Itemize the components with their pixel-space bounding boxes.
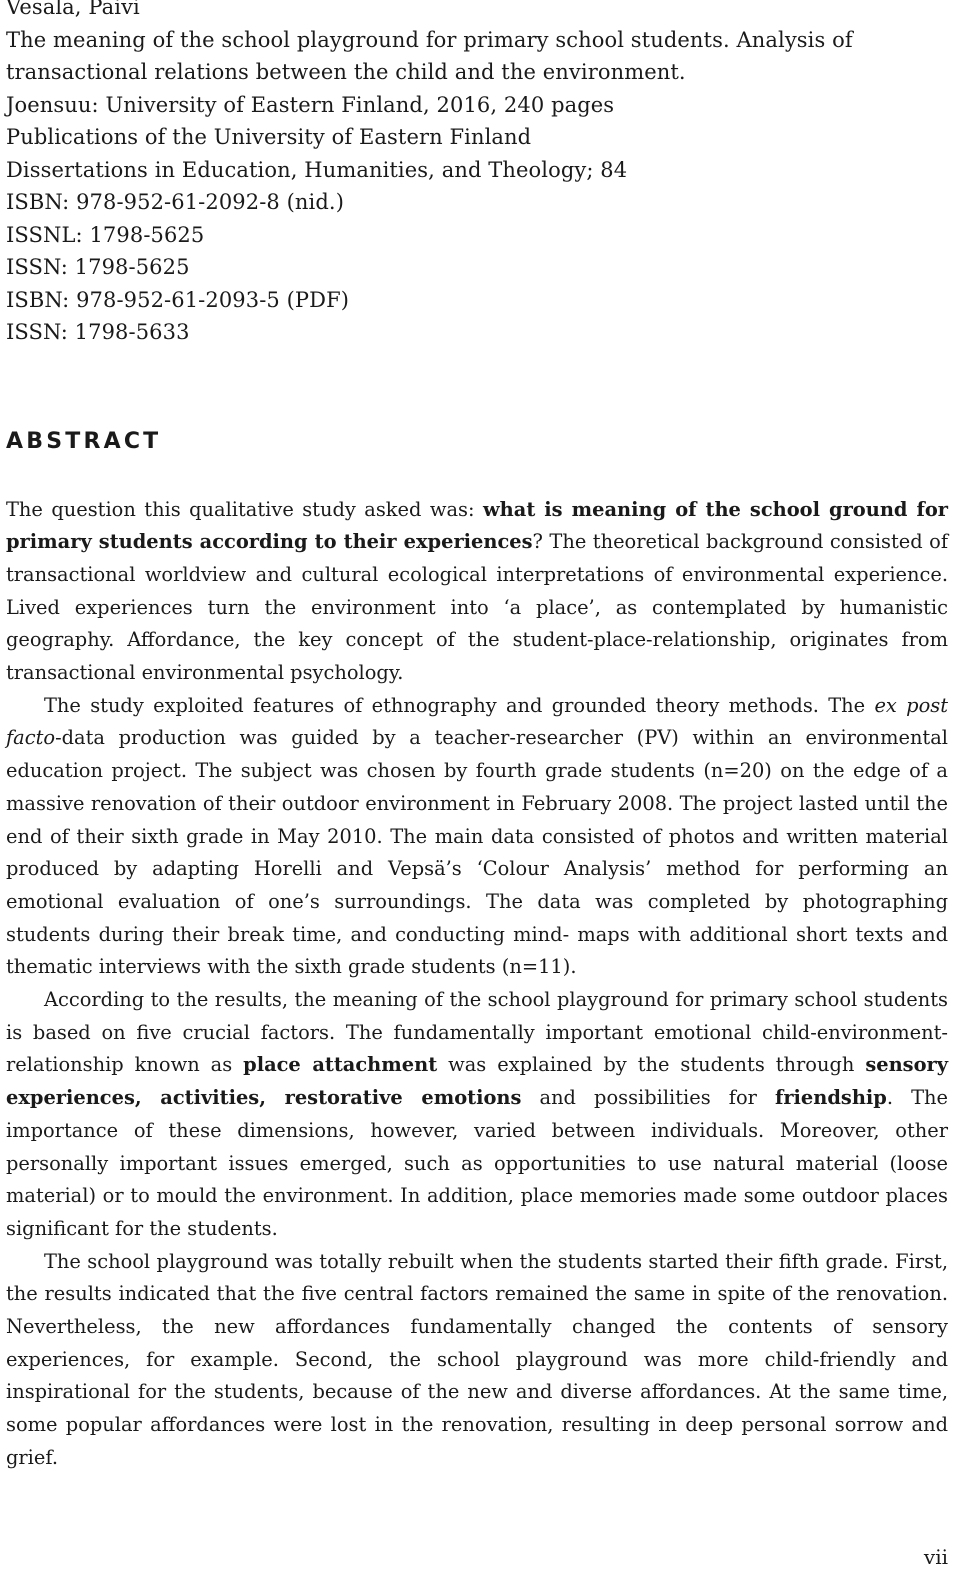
abstract-heading: ABSTRACT: [6, 428, 162, 454]
research-question: what is meaning of the school ground for primary students according to their experiences: [6, 497, 948, 554]
issn-print: ISSN: 1798-5625: [6, 255, 190, 279]
abstract-paragraph-4: The school playground was totally rebuilt when the students started their fifth grade. First, the results indicated that the five central factors remained the same in spite of the renovation. Nevertheless, the new affordances fundamentally changed the contents of sensory experiences, for example. Second, the school playground was more child-friendly and inspirational for the students, because of the new and diverse affordances. At the same time, some popular affordances were lost in the renovation, resulting in deep personal sorrow and grief.: [6, 1249, 948, 1469]
text-run: According to the results, the meaning of the school playground for primary school students is based on five crucial factors. The fundamentally important emotional child-environment-relationship known as: [6, 988, 948, 1077]
author-name: Vesala, Päivi: [6, 0, 140, 19]
text-run: -data production was guided by a teacher-researcher (PV) within an environmental education project. The subject was chosen by fourth grade students (n=20) on the edge of a massive renovation of their outdoor environment in February 2008. The project lasted until the end of their sixth grade in May 2010. The main data consisted of photos and written material produced by adapting Horelli and Vepsä’s ‘Colour Analysis’ method for performing an emotional evaluation of one’s surroundings. The data was completed by photographing students during their break time, and conducting mind- maps with additional short texts and thematic interviews with the sixth grade students (n=11).: [6, 726, 948, 979]
isbn-print: ISBN: 978-952-61-2092-8 (nid.): [6, 190, 344, 214]
text-run: . The importance of these dimensions, however, varied between individuals. Moreover, other personally important issues emerged, such as opportunities to use natural material (loose material) or to mould the environment. In addition, place memories made some outdoor places significant for the students.: [6, 1086, 948, 1240]
publisher-line: Joensuu: University of Eastern Finland, 2016, 240 pages: [6, 92, 615, 117]
issn-pdf: ISSN: 1798-5633: [6, 320, 190, 344]
text-run: The question this qualitative study asked was:: [6, 497, 483, 521]
text-run: and possibilities for: [521, 1086, 775, 1110]
abstract-paragraph-1: [6, 494, 948, 690]
text-run: was explained by the students through: [437, 1053, 866, 1077]
series-number-line: Dissertations in Education, Humanities, and Theology; 84: [6, 157, 628, 182]
italic-term: ex post facto: [6, 693, 948, 750]
key-term-friendship: friendship: [774, 1086, 887, 1110]
issnl: ISSNL: 1798-5625: [6, 222, 205, 247]
isbn-pdf: ISBN: 978-952-61-2093-5 (PDF): [6, 287, 350, 312]
abstract-paragraph-3: [6, 984, 948, 1246]
text-run: ? The theoretical background consisted of transactional worldview and cultural ecological interpretations of environmental experience. Lived experiences turn the environment into ‘a place’, as contemplated by humanistic geography. Affordance, the key concept of the student-place-relationship, originates from transactional environmental psychology.: [6, 530, 948, 685]
title-line-2: transactional relations between the child and the environment.: [6, 60, 686, 84]
document-page: [6, 0, 948, 1475]
key-term-place-attachment: place attachment: [243, 1053, 438, 1077]
page-number: vii: [923, 1545, 948, 1569]
abstract-body: [6, 494, 948, 1475]
text-run: The study exploited features of ethnography and grounded theory methods. The: [44, 693, 875, 717]
series-line: Publications of the University of Eastern Finland: [6, 125, 532, 149]
abstract-paragraph-2: [6, 690, 948, 984]
key-terms-experiences: sensory experiences, activities, restorative emotions: [6, 1053, 948, 1110]
title-line-1: The meaning of the school playground for primary school students. Analysis of: [6, 27, 853, 52]
